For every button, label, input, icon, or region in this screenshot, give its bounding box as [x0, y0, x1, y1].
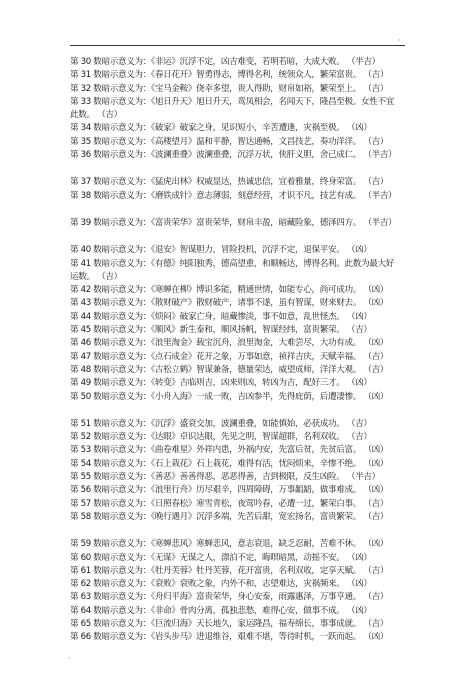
entry-line: 第 49 数暗示意义为：《转变》吉临则吉，凶来则凶，转凶为吉，配好三才。 （凶） — [70, 378, 372, 389]
group-spacer — [70, 524, 410, 538]
entry-line: 第 53 数暗示意义为：《曲卷难星》外祥内患，外祸内安，先富后贫，先贫后富。 （凶） — [70, 445, 389, 456]
entry-line: 第 63 数暗示意义为：《舟归平海》富贵荣华，身心安泰，雨露惠泽，万事亨通。 （吉） — [70, 592, 389, 603]
header-rule — [70, 45, 405, 46]
entry-line: 第 44 数暗示意义为：《烦闷》破家亡身，暗藏惨淡，事不如意，乱世怪杰。 （凶） — [70, 311, 372, 322]
entry-line: 第 35 数暗示意义为：《高楼望月》温和平静，智达通畅，文昌技艺，奏功洋洋。 （吉） — [70, 136, 389, 147]
entry-line: 第 40 数暗示意义为：《退安》智谋胆力，冒险投机，沉浮不定，退保平安。 （凶） — [70, 245, 372, 256]
entry-line: 第 41 数暗示意义为：《有德》纯阳独秀，德高望重，和顺畅达，博得名利。此数为最大好 — [70, 258, 394, 269]
entry-line: 第 50 数暗示意义为：《小舟入海》一成一败，吉凶参半，先得庇荫，后遭凄惨。 （凶） — [70, 391, 389, 402]
entry-line: 第 46 数暗示意义为：《浪里淘金》载宝沉舟，浪里淘金，大难尝尽，大功有成。 （凶） — [70, 338, 389, 349]
entry-line: 第 62 数暗示意义为：《衰败》衰败之象，内外不和，志望难达，灾祸频来。 （凶） — [70, 579, 372, 590]
entry-line: 第 58 数暗示意义为：《晚行遇月》沉浮多端，先苦后甜，宽宏扬名，富贵繁荣。 （吉） — [70, 511, 389, 522]
entry-line: 第 52 数暗示意义为：《达眼》卓识达眼，先见之明，智谋超群，名利双收。 （吉） — [70, 432, 372, 443]
entry-line: 第 32 数暗示意义为：《宝马金鞍》侥幸多望，贵人得助，财帛如裕，繁荣至上。 （吉） — [70, 83, 389, 94]
entry-line: 第 45 数暗示意义为：《顺风》新生泰和，顺风扬帆，智谋经纬，富贵繁荣。 （吉） — [70, 325, 372, 336]
entry-line: 第 47 数暗示意义为：《点石成金》花开之象，万事如意，祯祥吉庆，天赋幸福。 （吉） — [70, 351, 389, 362]
corner-mark-bottom: · — [68, 654, 71, 663]
group-spacer — [70, 162, 410, 176]
entry-line: 第 31 数暗示意义为：《春日花开》智勇得志，博得名利，统领众人，繁荣富贵。 （吉） — [70, 70, 389, 81]
entry-line: 第 66 数暗示意义为：《岩头步马》进退维谷，艰难不堪，等待时机，一跃而起。 （凶） — [70, 632, 389, 643]
entry-line: 第 55 数暗示意义为：《善恶》善善得恶，恶恶得善，吉到极限，反生凶险。 （半吉） — [70, 472, 380, 483]
entry-line: 第 33 数暗示意义为：《旭日升天》旭日升天，鸾凤相会，名闻天下，隆昌至极。女性不宜 — [70, 96, 394, 107]
entry-line: 第 57 数暗示意义为：《日照春松》寒雪青松，夜莺吟春，必遭一过，繁荣白事。 （吉） — [70, 498, 389, 509]
entry-line: 第 34 数暗示意义为：《破家》破家之身，见识短小，辛苦遭逢，灾祸至极。 （凶） — [70, 123, 372, 134]
entry-line: 第 42 数暗示意义为：《寒蝉在柳》博识多能，精通世情，如能专心，尚可成功。 （凶） — [70, 285, 389, 296]
entry-line: 第 65 数暗示意义为：《巨流归海》天长地久，家运隆昌，福寿绵长，事事成就。 （吉） — [70, 618, 389, 629]
entry-line: 第 64 数暗示意义为：《非命》骨肉分离，孤独悲愁，难得心安，做事不成。 （凶） — [70, 605, 372, 616]
entry-line: 运数。 （吉） — [70, 271, 122, 282]
entry-line: 第 36 数暗示意义为：《波澜重叠》波澜重叠，沉浮万状，侠肝义胆，舍己成仁。 （半吉） — [70, 150, 397, 161]
entry-line: 第 48 数暗示意义为：《古松立鹤》智谋兼备，德量荣达，威望成师，洋洋大观。 （吉） — [70, 364, 389, 375]
entry-line: 第 38 数暗示意义为：《磨铁成针》意志薄弱，刻意经营，才识不凡，技艺有成。 （半吉） — [70, 190, 397, 201]
entry-line: 第 37 数暗示意义为：《猛虎出林》权威显达，热诚忠信，宜着雅量，终身荣富。 （吉） — [70, 177, 389, 188]
entry-line: 第 54 数暗示意义为：《石上栽花》石上栽花，难得有活，忧闷烦来，辛惨不绝。 （凶） — [70, 458, 389, 469]
entry-line: 此数。 （吉） — [70, 110, 122, 121]
entry-list — [70, 56, 410, 645]
entry-line: 第 56 数暗示意义为：《浪里行舟》历尽艰辛，四周障碍，万事龃龉，做事难成。 （凶） — [70, 485, 389, 496]
entry-line: 第 60 数暗示意义为：《无谋》无谋之人，漂泊不定，晦暝暗黑，动摇不安。 （凶） — [70, 552, 372, 563]
entry-line: 第 39 数暗示意义为：《富贵荣华》富贵荣华，财帛丰盈，暗藏险象，德泽四方。 （半吉） — [70, 217, 397, 228]
group-spacer — [70, 404, 410, 418]
entry-line: 第 30 数暗示意义为：《非运》沉浮不定，凶吉难变，若明若暗，大成大败。 （半吉） — [70, 57, 380, 67]
group-spacer — [70, 203, 410, 217]
corner-mark-top: · — [398, 36, 401, 45]
group-spacer — [70, 230, 410, 244]
entry-line: 第 59 数暗示意义为：《寒蝉悲风》寒蝉悲风，意志衰退，缺乏忍耐，苦难不休。 （凶） — [70, 539, 389, 550]
entry-line: 第 43 数暗示意义为：《散财破产》散财破产，诸事不遂，虽有智谋，财来财去。 （凶） — [70, 298, 389, 309]
entry-line: 第 51 数暗示意义为：《沉浮》盛衰交加，波澜重叠，如能慎始，必获成功。 （吉） — [70, 418, 372, 429]
entry-line: 第 61 数暗示意义为：《牡丹芙蓉》牡丹芙蓉，花开富贵，名利双收，定享天赋。 （吉） — [70, 565, 389, 576]
